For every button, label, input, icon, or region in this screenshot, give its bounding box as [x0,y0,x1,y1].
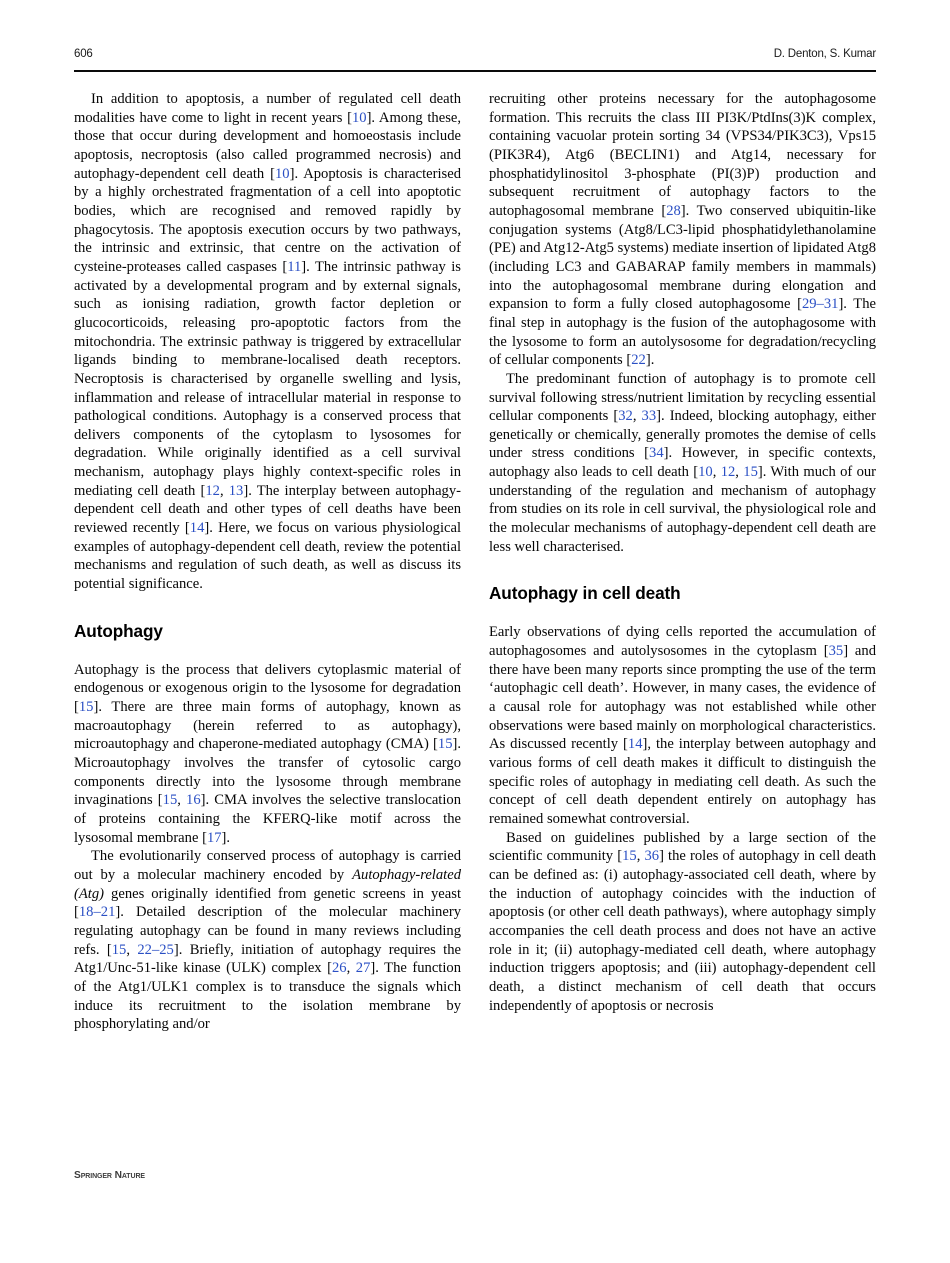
citation-link[interactable]: 15 [743,464,758,481]
spacer [74,594,461,621]
publisher-footer: Springer Nature [74,1170,145,1181]
citation-link[interactable]: 32 [618,408,633,425]
right-column [489,90,876,1150]
body-paragraph: Autophagy is the process that delivers cytoplasmic material of endogenous or exogenous origin to the lysosome for degradation [15]. There are three main forms of autophagy, known as macroautophagy (herein referred to as autophagy), microautophagy and chaperone-mediated autophagy (CMA) [15]. Microautophagy involves the transfer of cytosolic cargo components directly into the lysosome through membrane invaginations [15, 16]. CMA involves the selective translocation of proteins containing the KFERQ-like motif across the lysosomal membrane [17]. [74,661,461,846]
left-column-section-paragraphs [74,661,461,1034]
citation-link[interactable]: 26 [332,960,347,977]
citation-link[interactable]: 11 [287,258,302,275]
section-heading-autophagy-in-cell-death: Autophagy in cell death [489,583,681,604]
left-column [74,90,461,1150]
citation-link[interactable]: 17 [206,829,222,846]
citation-link[interactable]: 18–21 [78,904,116,921]
citation-link[interactable]: 27 [355,960,371,977]
citation-link[interactable]: 34 [649,445,664,462]
citation-link[interactable]: 10 [274,165,290,182]
citation-link[interactable]: 33 [641,408,657,425]
citation-link[interactable]: 15 [78,699,94,716]
citation-link[interactable]: 36 [644,848,660,865]
citation-link[interactable]: 15 [437,736,453,753]
body-paragraph: The evolutionarily conserved process of autophagy is carried out by a molecular machinery encoded by Autophagy-related (Atg) genes originally identified from genetic screens in yeast [18–21]. Detailed description of the molecular machinery regulating autophagy can be found in many reviews including refs. [15, 22–25]. Briefly, initiation of autophagy requires the Atg1/Unc-51-like kinase (ULK) complex [26, 27]. The function of the Atg1/ULK1 complex is to transduce the signals which induce its recruitment to the isolation membrane by phosphorylating and/or [74,848,462,1033]
body-paragraph: The predominant function of autophagy is to promote cell survival following stress/nutrient limitation by recycling essential cellular components [32, 33]. Indeed, blocking autophagy, either genetically or chemically, generally promotes the demise of cells under stress conditions [34]. However, in specific contexts, autophagy also leads to cell death [10, 12, 15]. With much of our understanding of the regulation and mechanism of autophagy from studies on its role in cell survival, the physiological role and the molecular mechanisms of autophagy-dependent cell death are less well characterised. [489,370,877,555]
citation-link[interactable]: 15 [162,792,178,809]
citation-link[interactable]: 22 [631,352,646,369]
left-column-paragraphs [74,90,461,594]
citation-link[interactable]: 12 [720,464,736,481]
citation-link[interactable]: 10 [698,464,713,481]
citation-link[interactable]: 12 [205,482,220,499]
body-paragraph: In addition to apoptosis, a number of regulated cell death modalities have come to light in recent years [10]. Among these, those that occur during development and homoeostasis include apoptosis, necroptosis (also called programmed necrosis) and autophagy-dependent cell death [10]. Apoptosis is characterised by a highly orchestrated fragmentation of a cell into apoptotic bodies, which are recognised and removed rapidly by phagocytosis. The apoptosis execution occurs by two pathways, the intrinsic and extrinsic, that centre on the activation of cysteine-proteases called caspases [11]. The intrinsic pathway is activated by a developmental program and by external signals, such as ionising radiation, growth factor depletion or glucocorticoids, releasing pro-apoptotic factors from the mitochondria. The extrinsic pathway is triggered by extracellular ligands binding to membrane-localised death receptors. Necroptosis is characterised by organelle swelling and lysis, inflammation and release of intracellular material in response to pathological conditions. Autophagy is a conserved process that delivers components of the cytoplasm to lysosomes for degradation. While originally identified as a cell survival mechanism, autophagy plays highly context-specific roles in mediating cell death [12, 13]. The interplay between autophagy-dependent cell death and other types of cell deaths have been reviewed recently [14]. Here, we focus on various physiological examples of autophagy-dependent cell death, review the potential mechanisms and regulation of such death, as well as discuss its potential significance. [74,91,462,593]
citation-link[interactable]: 14 [189,520,205,537]
citation-link[interactable]: 16 [186,792,201,809]
citation-link[interactable]: 13 [228,482,244,499]
body-paragraph: Early observations of dying cells reported the accumulation of autophagosomes and autolysosomes in the cytoplasm [35] and there have been many reports since prompting the use of the term ‘autophagic cell death’. However, in many cases, the evidence of a causal role for autophagy was not established while other observations were based mainly on morphological characteristics. As discussed recently [14], the interplay between autophagy and various forms of cell death makes it difficult to distinguish the specific roles of autophagy in mediating cell death. As such the concept of cell death dependent entirely on autophagy has remained somewhat controversial. [489,624,876,827]
citation-link[interactable]: 15 [622,848,637,865]
citation-link[interactable]: 14 [627,736,643,753]
right-column-paragraphs [489,90,876,556]
right-column-section-paragraphs [489,623,876,1015]
body-paragraph: recruiting other proteins necessary for the autophagosome formation. This recruits the class III PI3K/PtdIns(3)K complex, containing vacuolar protein sorting 34 (VPS34/PIK3C3), Vps15 (PIK3R4), Atg6 (BECLIN1) and Atg14, necessary for phosphatidylinositol 3-phosphate (PI(3)P) production and subsequent recruitment of autophagy factors to the autophagosomal membrane [28]. Two conserved ubiquitin-like conjugation systems (Atg8/LC3-lipid phosphatidylethanolamine (PE) and Atg12-Atg5 systems) mediate insertion of lipidated Atg8 (including LC3 and GABARAP family members in mammals) into the autophagosomal membrane during elongation and expansion to form a fully closed autophagosome [29–31]. The final step in autophagy is the fusion of the autophagosome with the lysosome to form an autolysosome for degradation/recycling of cellular components [22]. [489,91,876,369]
citation-link[interactable]: 10 [351,109,367,126]
citation-link[interactable]: 22–25 [137,941,174,958]
citation-link[interactable]: 35 [828,643,844,660]
running-head [74,48,876,60]
section-heading-autophagy: Autophagy [74,620,163,641]
italic-term: Autophagy-related (Atg) [74,866,461,902]
body-paragraph: Based on guidelines published by a large section of the scientific community [15, 36] the roles of autophagy in cell death can be defined as: (i) autophagy-associated cell death, where by the induction of autophagy coincides with the induction of apoptosis (or other cell death pathways), where autophagy simply accompanies the cell death process and does not have an active role in it; (ii) autophagy-mediated cell death, where autophagy induction triggers apoptosis; and (iii) autophagy-dependent cell death, a distinct mechanism of cell death that occurs independently of apoptosis or necrosis [489,829,877,1014]
citation-link[interactable]: 29–31 [801,296,839,313]
header-rule [74,70,876,72]
running-authors: D. Denton, S. Kumar [773,48,876,60]
spacer [489,556,876,583]
citation-link[interactable]: 28 [666,202,681,219]
page-number: 606 [74,48,93,60]
spacer [489,603,876,623]
spacer [74,641,461,661]
body-columns [74,90,876,1150]
citation-link[interactable]: 15 [111,941,127,958]
